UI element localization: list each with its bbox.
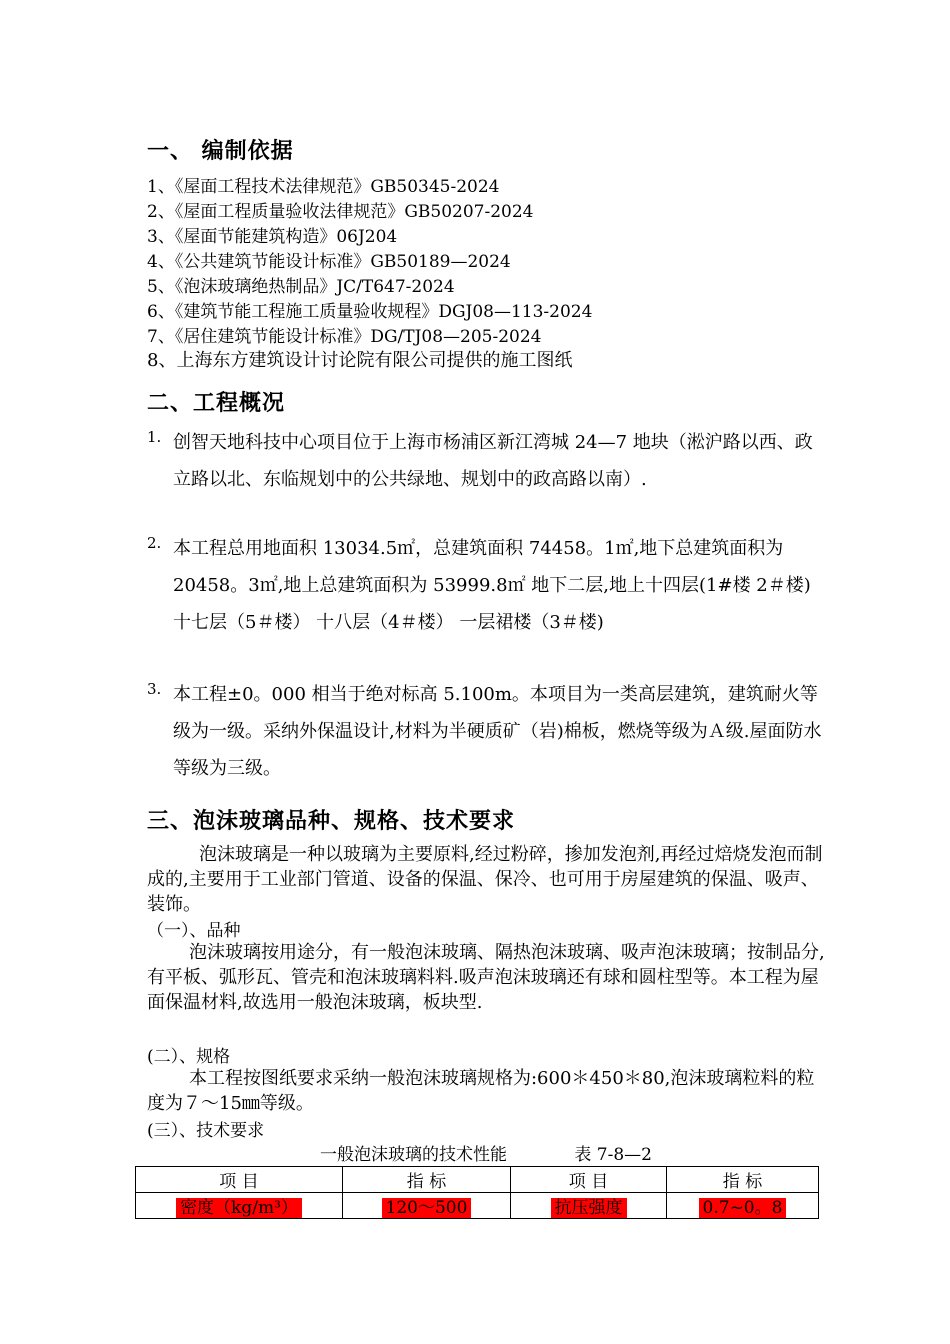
intro-paragraph: 泡沫玻璃是一种以玻璃为主要原料,经过粉碎，掺加发泡剂,再经过焙烧发泡而制成的,主要用于工业部门管道、设备的保温、保冷、也可用于房屋建筑的保温、吸声、装饰。 bbox=[147, 844, 823, 915]
item-number: 1. bbox=[147, 428, 162, 446]
section-3-heading: 三、泡沫玻璃品种、规格、技术要求 bbox=[147, 809, 516, 834]
variety-paragraph: 泡沫玻璃按用途分，有一般泡沫玻璃、隔热泡沫玻璃、吸声泡沫玻璃；按制品分,有平板、弧形瓦、管壳和泡沫玻璃料料.吸声泡沫玻璃还有球和圆柱型等。本工程为屋面保温材料,故选用一般泡沫玻璃，板块型. bbox=[147, 942, 825, 1013]
subsection-heading: (二）、规格 bbox=[147, 1047, 231, 1067]
item-number: 3. bbox=[147, 680, 162, 698]
item-number: 2. bbox=[147, 534, 162, 552]
strength-value-part: 。 bbox=[754, 1198, 772, 1218]
table-title: 一般泡沫玻璃的技术性能 bbox=[320, 1145, 507, 1165]
item-text: 本工程总用地面积 13034.5㎡，总建筑面积 74458。1㎡,地下总建筑面积为 20458。3㎡,地上总建筑面积为 53999.8㎡ 地下二层,地上十四层(1#楼 2＃楼) 十七层（5＃楼） 十八层（4＃楼） 一层裙楼（3＃楼) bbox=[173, 538, 811, 633]
strength-value bbox=[699, 1198, 787, 1218]
table-header-cell: 指 标 bbox=[667, 1167, 819, 1193]
table-row bbox=[136, 1193, 819, 1219]
table-cell bbox=[343, 1193, 511, 1219]
table-header-cell: 项 目 bbox=[511, 1167, 667, 1193]
reference-item: 8、上海东方建筑设计讨论院有限公司提供的施工图纸 bbox=[147, 350, 573, 371]
strength-value-part: 0.7~0 bbox=[702, 1198, 755, 1218]
reference-item: 7、《居住建筑节能设计标准》DG/TJ08—205-2024 bbox=[147, 327, 542, 347]
table-header-cell: 指 标 bbox=[343, 1167, 511, 1193]
density-label: 密度（kg/m³） bbox=[176, 1198, 302, 1218]
reference-item: 1、《屋面工程技术法律规范》GB50345-2024 bbox=[147, 177, 500, 197]
reference-item: 6、《建筑节能工程施工质量验收规程》DGJ08—113-2024 bbox=[147, 302, 593, 322]
section-2-heading: 二、工程概况 bbox=[147, 391, 286, 416]
item-text: 创智天地科技中心项目位于上海市杨浦区新江湾城 24—7 地块（淞沪路以西、政立路以北、东临规划中的公共绿地、规划中的政高路以南）. bbox=[173, 432, 813, 490]
table-header-cell: 项 目 bbox=[136, 1167, 343, 1193]
table-header-row bbox=[136, 1167, 819, 1193]
reference-item: 3、《屋面节能建筑构造》06J204 bbox=[147, 227, 398, 247]
spec-paragraph: 本工程按图纸要求采纳一般泡沫玻璃规格为:600＊450＊80,泡沫玻璃粒料的粒度为７～15㎜等级。 bbox=[147, 1068, 815, 1114]
strength-value-part: 8 bbox=[771, 1198, 783, 1218]
table-caption bbox=[320, 1140, 652, 1165]
item-text: 本工程±0。000 相当于绝对标高 5.100m。本项目为一类高层建筑，建筑耐火等级为一级。采纳外保温设计,材料为半硬质矿（岩)棉板，燃烧等级为Ａ级.屋面防水等级为三级。 bbox=[173, 684, 822, 779]
reference-item: 4、《公共建筑节能设计标准》GB50189—2024 bbox=[147, 252, 511, 272]
strength-label: 抗压强度 bbox=[551, 1198, 627, 1218]
subsection-heading: （一）、品种 bbox=[147, 921, 241, 941]
density-value: 120～500 bbox=[382, 1198, 472, 1218]
table-number: 表 7-8—2 bbox=[574, 1145, 653, 1165]
table-cell bbox=[667, 1193, 819, 1219]
reference-item: 2、《屋面工程质量验收法律规范》GB50207-2024 bbox=[147, 202, 534, 222]
subsection-heading: (三）、技术要求 bbox=[147, 1121, 265, 1141]
table-cell bbox=[511, 1193, 667, 1219]
performance-table bbox=[135, 1166, 819, 1219]
table-cell bbox=[136, 1193, 343, 1219]
section-1-heading: 一、 编制依据 bbox=[147, 139, 294, 164]
reference-item: 5、《泡沫玻璃绝热制品》JC/T647-2024 bbox=[147, 277, 455, 297]
